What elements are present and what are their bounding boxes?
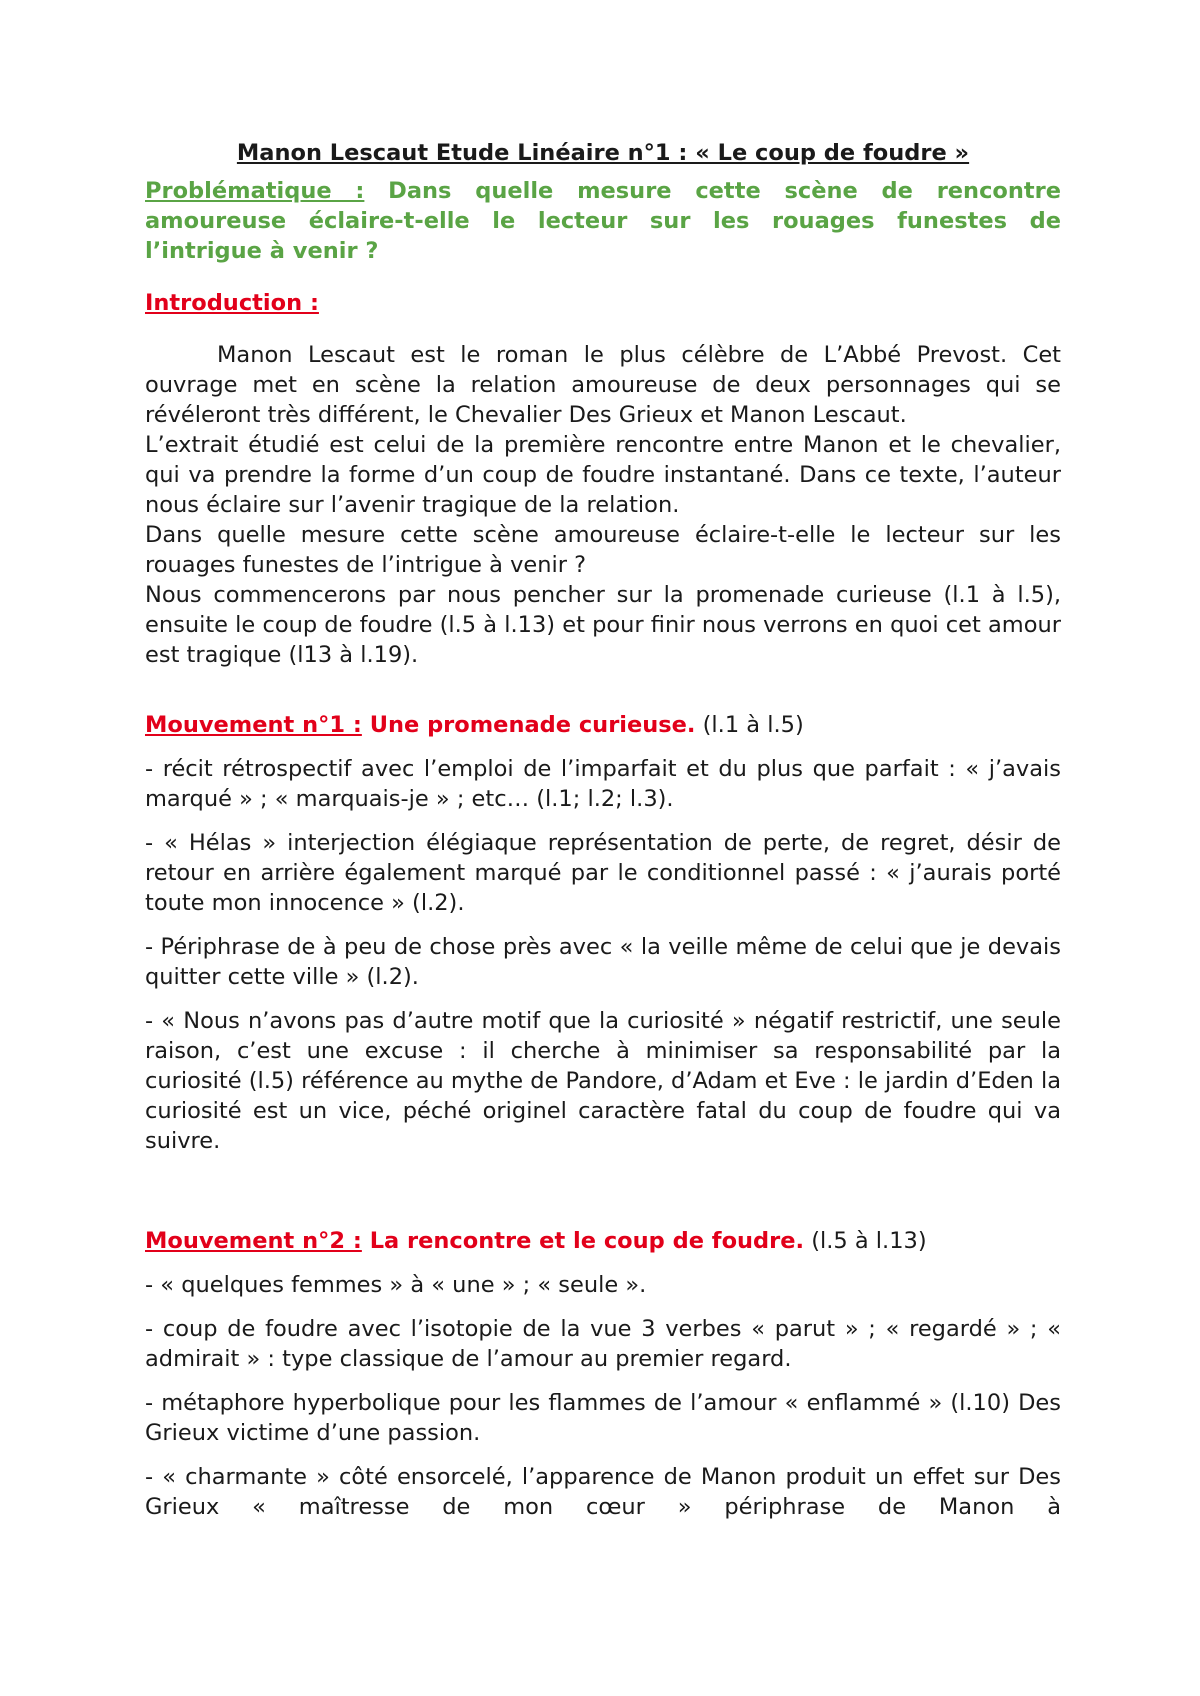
problematique [145,176,1061,266]
document-page [145,138,1061,1536]
problematique-text: Dans quelle mesure cette scène de rencontre amoureuse éclaire-t-elle le lecteur sur les rouages funestes de l’intrigue à venir ? [145,178,1061,264]
mouvement-2-title: La rencontre et le coup de foudre. [361,1228,805,1254]
intro-paragraph: L’extrait étudié est celui de la première rencontre entre Manon et le chevalier, qui va prendre la forme d’un coup de foudre instantané. Dans ce texte, l’auteur nous éclaire sur l’avenir tragique de la relation. [145,432,1061,518]
mouvement-1-item: - « Hélas » interjection élégiaque représentation de perte, de regret, désir de retour en arrière également marqué par le conditionnel passé : « j’aurais porté toute mon innocence » (l.2). [145,830,1061,916]
intro-paragraph: Nous commencerons par nous pencher sur la promenade curieuse (l.1 à l.5), ensuite le coup de foudre (l.5 à l.13) et pour finir nous verrons en quoi cet amour est tragique (l13 à l.19). [145,582,1061,668]
intro-paragraph: Dans quelle mesure cette scène amoureuse éclaire-t-elle le lecteur sur les rouages funestes de l’intrigue à venir ? [145,522,1061,578]
mouvement-2-item: - « quelques femmes » à « une » ; « seule ». [145,1272,647,1298]
mouvement-2-label: Mouvement n°2 : [145,1228,362,1254]
mouvement-1-title: Une promenade curieuse. [361,712,696,738]
problematique-label: Problématique : [145,178,365,204]
mouvement-2-item: - coup de foudre avec l’isotopie de la vue 3 verbes « parut » ; « regardé » ; « admirait » : type classique de l’amour au premier regard. [145,1316,1061,1372]
mouvement-1-ref: (l.1 à l.5) [695,712,804,738]
intro-paragraph: Manon Lescaut est le roman le plus célèbre de L’Abbé Prevost. Cet ouvrage met en scène la relation amoureuse de deux personnages qui se révéleront très différent, le Chevalier Des Grieux et Manon Lescaut. [145,342,1061,428]
mouvement-1-item: - Périphrase de à peu de chose près avec « la veille même de celui que je devais quitter cette ville » (l.2). [145,934,1061,990]
mouvement-1-item: - « Nous n’avons pas d’autre motif que la curiosité » négatif restrictif, une seule raison, c’est une excuse : il cherche à minimiser sa responsabilité par la curiosité (l.5) référence au mythe de Pandore, d’Adam et Eve : le jardin d’Eden la curiosité est un vice, péché originel caractère fatal du coup de foudre qui va suivre. [145,1008,1062,1154]
mouvement-1-label: Mouvement n°1 : [145,712,362,738]
introduction-heading-label: Introduction : [145,290,319,316]
mouvement-1-item: - récit rétrospectif avec l’emploi de l’imparfait et du plus que parfait : « j’avais marqué » ; « marquais-je » ; etc… (l.1; l.2; l.3). [145,756,1061,812]
mouvement-1-heading [145,710,1061,740]
document-title: Manon Lescaut Etude Linéaire n°1 : « Le coup de foudre » [236,140,970,166]
mouvement-2-item: - métaphore hyperbolique pour les flammes de l’amour « enflammé » (l.10) Des Grieux victime d’une passion. [145,1390,1061,1446]
mouvement-2-ref: (l.5 à l.13) [804,1228,927,1254]
mouvement-2-item: - « charmante » côté ensorcelé, l’apparence de Manon produit un effet sur Des Grieux « maîtresse de mon cœur » périphrase de Manon à [145,1464,1061,1520]
introduction-heading [145,288,1061,318]
mouvement-2-heading [145,1226,1061,1256]
